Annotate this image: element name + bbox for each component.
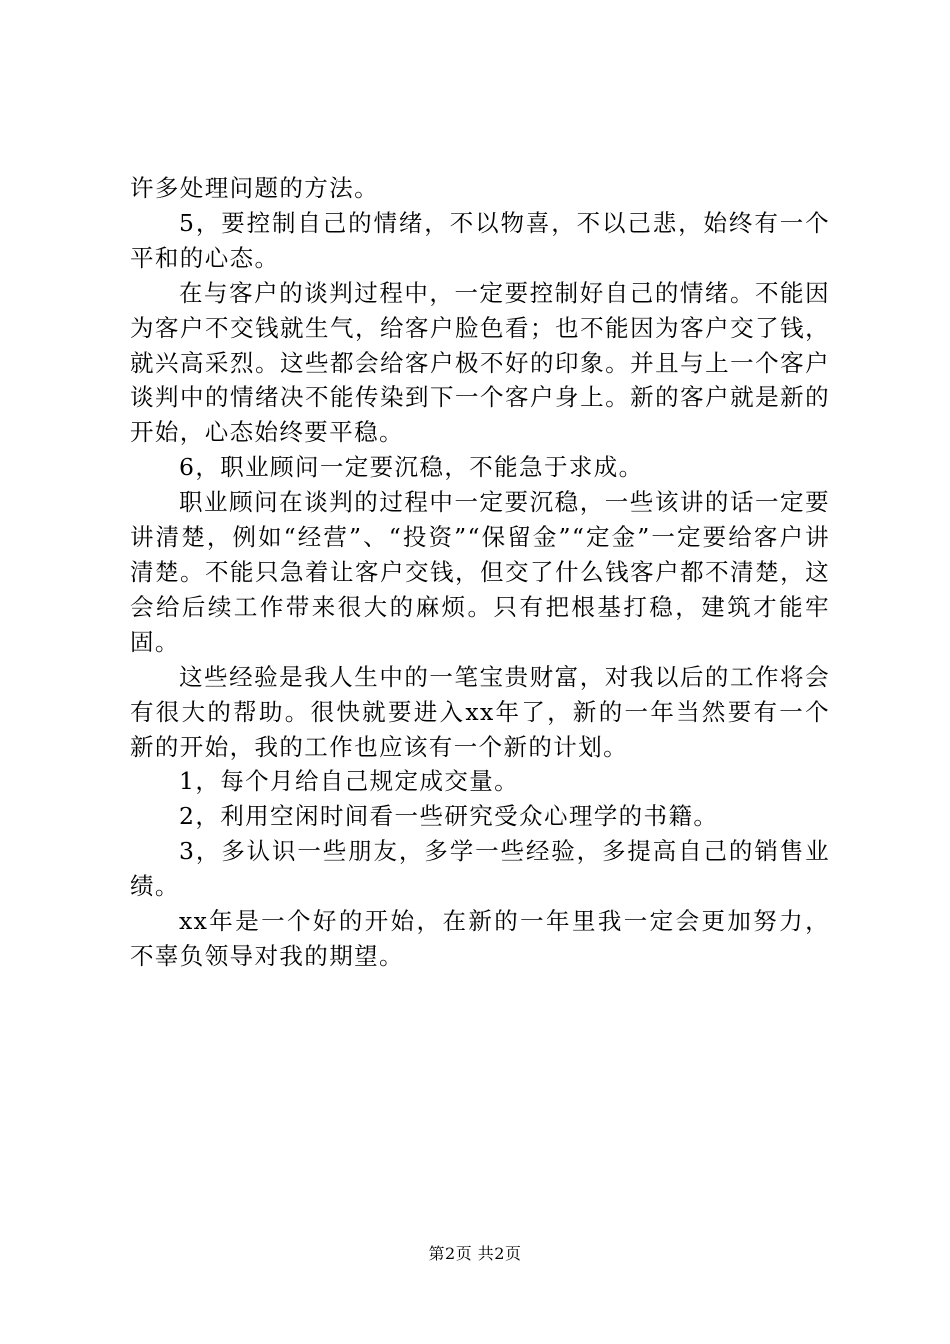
paragraph-3: 在与客户的谈判过程中，一定要控制好自己的情绪。不能因为客户不交钱就生气，给客户脸色看；也不能因为客户交了钱，就兴高采烈。这些都会给客户极不好的印象。并且与上一个客户谈判中的情绪决不能传染到下一个客户身上。新的客户就是新的开始，心态始终要平稳。 xyxy=(130,278,830,447)
paragraph-4: 6，职业顾问一定要沉稳，不能急于求成。 xyxy=(179,453,644,482)
paragraph-5: 职业顾问在谈判的过程中一定要沉稳，一些该讲的话一定要讲清楚，例如“经营”、“投资”“保留金”“定金”一定要给客户讲清楚。不能只急着让客户交钱，但交了什么钱客户都不清楚，这会给后续工作带来很大的麻烦。只有把根基打稳，建筑才能牢固。 xyxy=(130,488,830,656)
paragraph-9: 3，多认识一些朋友，多学一些经验，多提高自己的销售业绩。 xyxy=(130,837,830,901)
paragraph-7: 1，每个月给自己规定成交量。 xyxy=(179,767,520,796)
paragraph-6: 这些经验是我人生中的一笔宝贵财富，对我以后的工作将会有很大的帮助。很快就要进入xx年了，新的一年当然要有一个新的开始，我的工作也应该有一个新的计划。 xyxy=(130,662,830,761)
paragraph-1: 许多处理问题的方法。 xyxy=(130,174,379,202)
paragraph-8: 2，利用空闲时间看一些研究受众心理学的书籍。 xyxy=(179,802,719,831)
document-body xyxy=(130,171,830,974)
paragraph-10: xx年是一个好的开始，在新的一年里我一定会更加努力，不辜负领导对我的期望。 xyxy=(130,907,830,970)
paragraph-2: 5，要控制自己的情绪，不以物喜，不以己悲，始终有一个平和的心态。 xyxy=(130,208,830,272)
page-footer: 第2页 共2页 xyxy=(428,1244,522,1263)
